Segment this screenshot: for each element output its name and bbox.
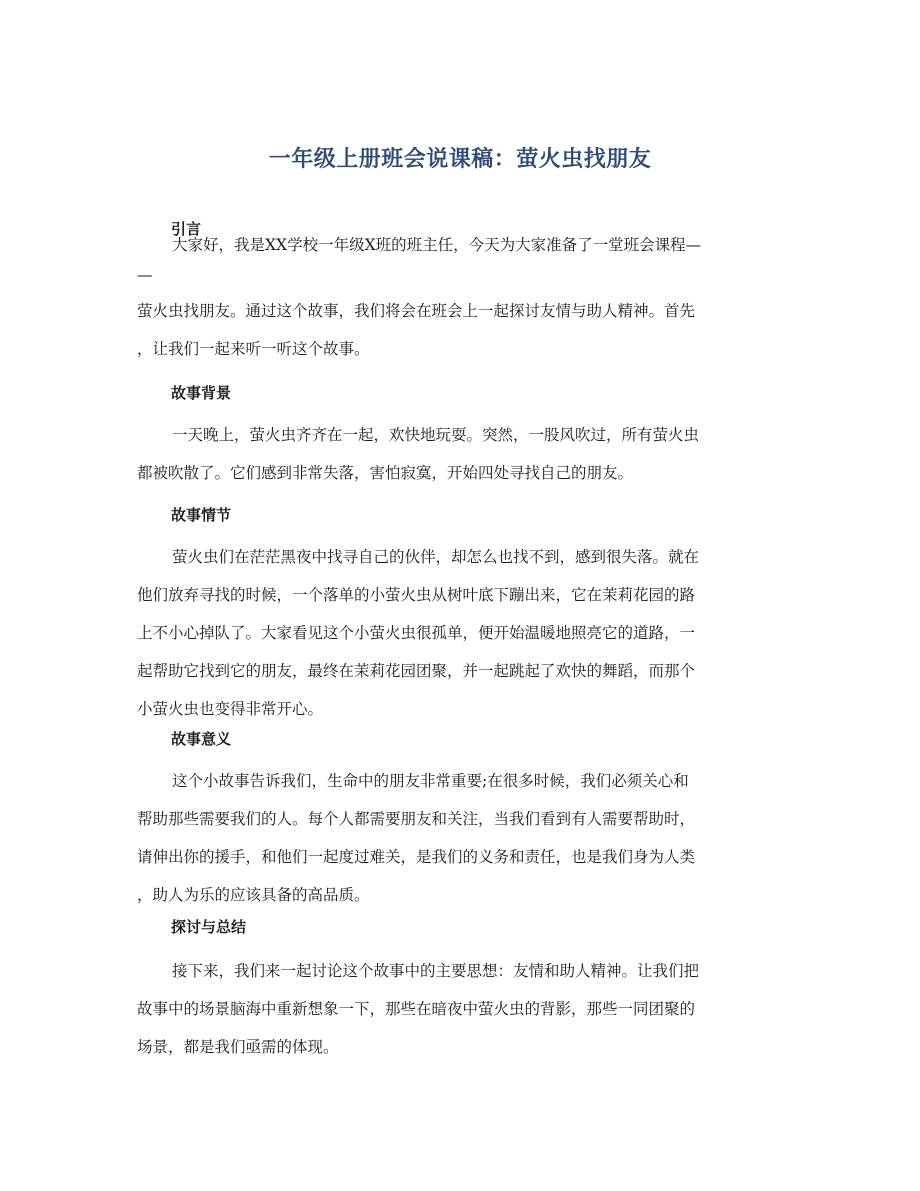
paragraph-line: 帮助那些需要我们的人。每个人都需要朋友和关注，当我们看到有人需要帮助时， [137, 810, 696, 828]
section-paragraph-meaning [137, 762, 787, 914]
paragraph-line: 都被吹散了。它们感到非常失落，害怕寂寞，开始四处寻找自己的朋友。 [137, 464, 634, 482]
section-heading-discussion: 探讨与总结 [171, 918, 247, 936]
paragraph-line: 起帮助它找到它的朋友，最终在茉莉花园团聚，并一起跳起了欢快的舞蹈，而那个 [137, 662, 696, 680]
paragraph-line: 请伸出你的援手，和他们一起度过难关，是我们的义务和责任，也是我们身为人类 [137, 848, 696, 866]
section-paragraph-background [137, 416, 787, 492]
paragraph-line: 接下来，我们来一起讨论这个故事中的主要思想：友情和助人精神。让我们把 [172, 962, 700, 980]
section-paragraph-introduction [137, 226, 787, 368]
paragraph-line: 萤火虫们在茫茫黑夜中找寻自己的伙伴，却怎么也找不到，感到很失落。就在 [172, 548, 700, 566]
paragraph-line: ，让我们一起来听一听这个故事。 [137, 340, 370, 358]
document-title: 一年级上册班会说课稿：萤火虫找朋友 [268, 147, 652, 172]
paragraph-line: 上不小心掉队了。大家看见这个小萤火虫很孤单，便开始温暖地照亮它的道路，一 [137, 624, 696, 642]
paragraph-line: 他们放弃寻找的时候，一个落单的小萤火虫从树叶底下蹦出来，它在茉莉花园的路 [137, 586, 696, 604]
paragraph-line: 小萤火虫也变得非常开心。 [137, 700, 324, 718]
paragraph-line: 场景，都是我们亟需的体现。 [137, 1038, 339, 1056]
paragraph-line: 大家好，我是XX学校一年级X班的班主任，今天为大家准备了一堂班会课程— [172, 236, 702, 254]
section-heading-plot: 故事情节 [171, 506, 232, 524]
section-paragraph-plot [137, 538, 787, 728]
paragraph-line: — [137, 266, 153, 284]
section-heading-background: 故事背景 [171, 384, 232, 402]
section-paragraph-discussion [137, 952, 787, 1066]
paragraph-line: 这个小故事告诉我们，生命中的朋友非常重要;在很多时候，我们必须关心和 [172, 772, 689, 790]
paragraph-line: ，助人为乐的应该具备的高品质。 [137, 886, 370, 904]
section-heading-introduction: 引言 [171, 220, 202, 238]
section-heading-meaning: 故事意义 [171, 730, 232, 748]
paragraph-line: 故事中的场景脑海中重新想象一下，那些在暗夜中萤火虫的背影，那些一同团聚的 [137, 1000, 696, 1018]
paragraph-line: 萤火虫找朋友。通过这个故事，我们将会在班会上一起探讨友情与助人精神。首先 [137, 302, 696, 320]
paragraph-line: 一天晚上，萤火虫齐齐在一起，欢快地玩耍。突然，一股风吹过，所有萤火虫 [172, 426, 700, 444]
